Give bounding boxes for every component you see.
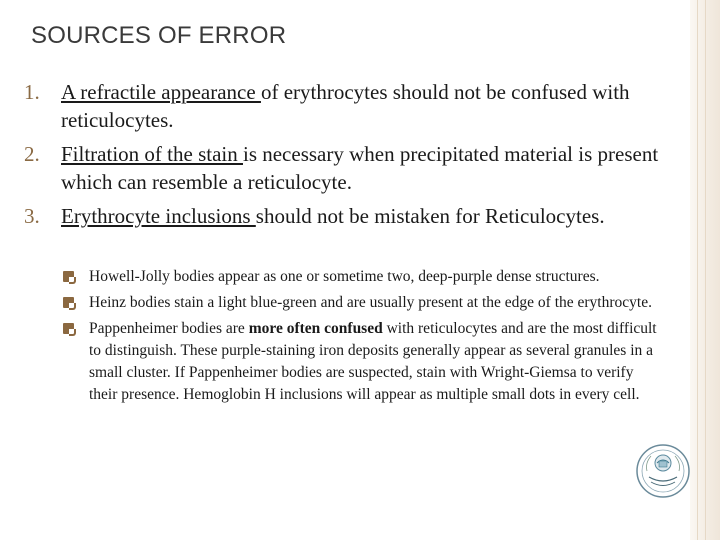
slide-title: SOURCES OF ERROR (31, 22, 287, 49)
sub-bullet-bold-text: more often confused (248, 320, 383, 337)
sub-bullet-text: Heinz bodies stain a light blue-green and are usually present at the edge of the erythrocyte. (89, 294, 652, 311)
sub-bullet-text: with reticulocytes and are the most difficult to distinguish. These purple-staining iron deposits generally appear as several granules in a small cluster. If Pappenheimer bodies are suspected, stain with Wright-Giemsa to verify their presence. Hemoglobin H inclusions will appear as multiple small dots in every cell. (89, 320, 657, 403)
list-item (24, 78, 674, 134)
border-line (705, 0, 706, 540)
sub-bullet-item (63, 266, 663, 288)
checkbox-bullet-icon (63, 323, 74, 334)
checkbox-bullet-icon (63, 297, 74, 308)
numbered-list (24, 78, 674, 236)
border-line (697, 0, 698, 540)
item-text: of erythrocytes should not be confused with reticulocytes. (61, 80, 630, 132)
sub-bullet-item (63, 292, 663, 314)
item-underlined-text: A refractile appearance (61, 80, 261, 104)
item-underlined-text: Erythrocyte inclusions (61, 204, 256, 228)
sub-bullet-item (63, 318, 663, 406)
list-item (24, 140, 674, 196)
item-number: 1. (24, 80, 40, 104)
sub-bullet-text: Howell-Jolly bodies appear as one or sometime two, deep-purple dense structures. (89, 268, 600, 285)
university-seal-logo (635, 443, 691, 499)
sub-bullet-list (63, 266, 663, 410)
item-underlined-text: Filtration of the stain (61, 142, 243, 166)
list-item (24, 202, 674, 230)
item-number: 3. (24, 204, 40, 228)
item-text: should not be mistaken for Reticulocytes. (255, 204, 605, 228)
item-text: is necessary when precipitated material is present which can resemble a reticulocyte. (61, 142, 659, 194)
sub-bullet-text: Pappenheimer bodies are (89, 320, 249, 337)
checkbox-bullet-icon (63, 271, 74, 282)
item-number: 2. (24, 142, 40, 166)
